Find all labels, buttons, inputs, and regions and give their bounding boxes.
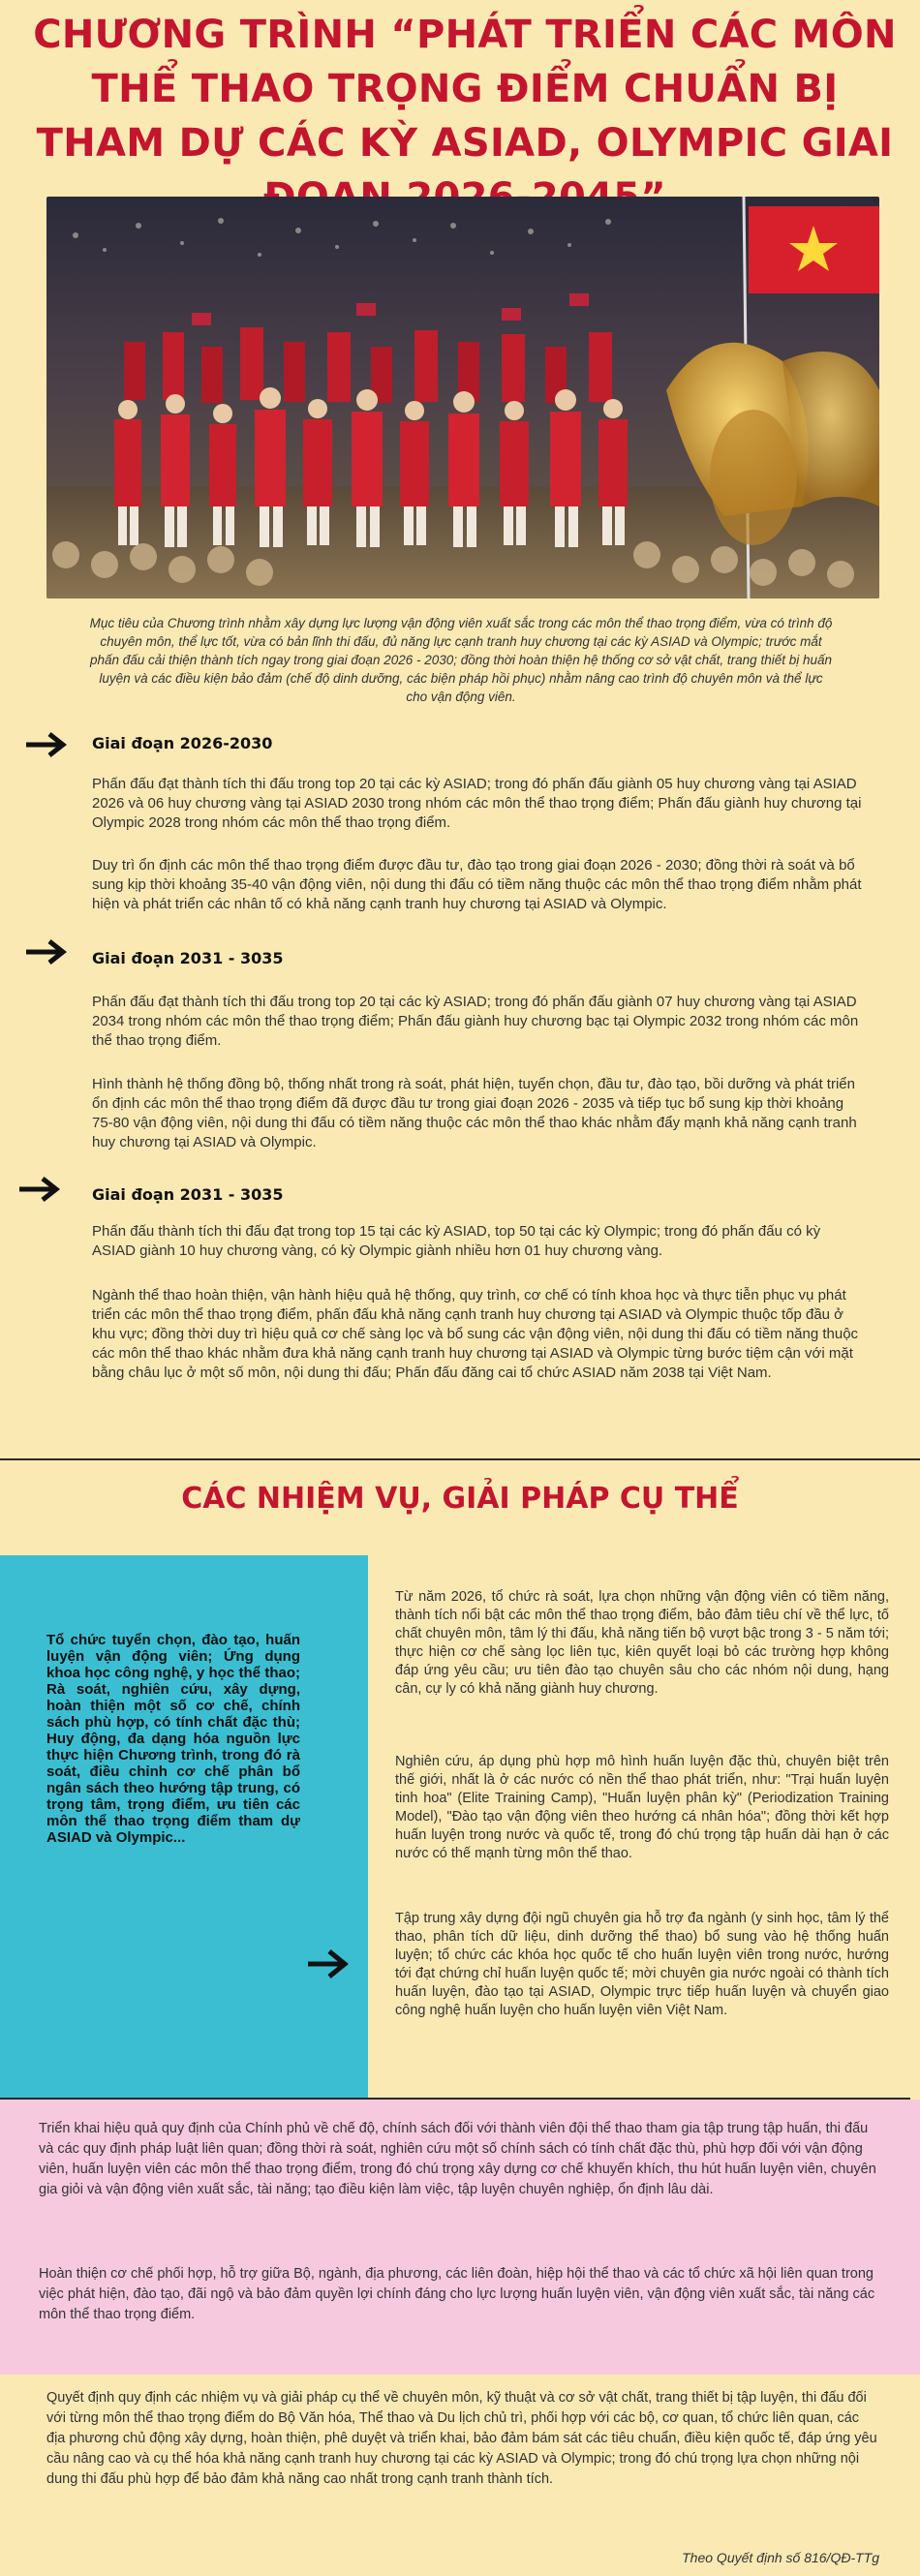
arrow-right-icon <box>17 1177 60 1202</box>
arrow-right-icon <box>306 1948 349 1979</box>
final-paragraph: Quyết định quy định các nhiệm vụ và giải pháp cụ thể về chuyên môn, kỹ thuật và cơ sở vật chất, trang thiết bị tập luyện, thi đấu đối với từng môn thể thao trọng điểm do Bộ Văn hóa, Thể thao và Du lịch chủ trì, phối hợp với các bộ, cơ quan, tổ chức liên quan, các địa phương chủ động xây dựng, hoàn thiện, phê duyệt và triển khai, bảo đảm bám sát các tiêu chuẩn, điều kiện quốc tế, đáp ứng yêu cầu nâng cao và cụ thể hóa khả năng cạnh tranh huy chương tại các kỳ ASIAD và Olympic; trong đó chú trọng lựa chọn những nội dung thi đấu phù hợp để bảo đảm khả năng cao nhất trong cạnh tranh thành tích. <box>46 2390 877 2487</box>
phase-3-paragraph-2: Ngành thể thao hoàn thiện, vận hành hiệu quả hệ thống, quy trình, cơ chế có tính khoa học và thực tiễn phục vụ phát triển các môn thể thao trọng điểm, phấn đấu khả năng cạnh tranh huy chương tại ASIAD và Olympic thuộc tốp đầu ở khu vực; đồng thời duy trì hiệu quả cơ chế sàng lọc và bổ sung các vận động viên, nội dung thi đấu có tiềm năng thuộc các môn thể thao khác nhằm đưa khả năng cạnh tranh huy chương tại ASIAD và Olympic từng bước tiệm cận với mặt bằng châu lục ở một số môn, nội dung thi đấu; Phấn đấu đăng cai tổ chức ASIAD năm 2038 tại Việt Nam. <box>92 1287 859 1381</box>
source-note: Theo Quyết định số 816/QĐ-TTg <box>682 2550 879 2565</box>
phase-3-paragraph-1: Phấn đấu thành tích thi đấu đạt trong top 15 tại các kỳ ASIAD, top 50 tại các kỳ Olympic; trong đó phấn đấu có kỳ ASIAD giành 10 huy chương vàng, có kỳ Olympic giành nhiều hơn 01 huy chương vàng. <box>92 1223 821 1259</box>
phase-2-heading: Giai đoạn 2031 - 3035 <box>92 949 284 967</box>
task-paragraph-3: Tập trung xây dựng đội ngũ chuyên gia hỗ trợ đa ngành (y sinh học, tâm lý thể thao, phân tích dữ liệu, dinh dưỡng thể thao) bổ sung vào hệ thống huấn luyện; tổ chức các khóa học quốc tế cho huấn luyện viên trong nước, hướng tới đạt chứng chỉ huấn luyện quốc tế; mời chuyên gia nước ngoài có thành tích huấn luyện, đào tạo tại ASIAD, Olympic trực tiếp huấn luyện và chuyển giao công nghệ huấn luyện cho huấn luyện viên Việt Nam. <box>395 1911 889 2018</box>
hero-caption: Mục tiêu của Chương trình nhằm xây dựng lực lượng vận động viên xuất sắc trong các môn thể thao trọng điểm, vừa có trình độ chuyên môn, thể lực tốt, vừa có bản lĩnh thi đấu, đủ năng lực cạnh tranh huy chương tại các kỳ ASIAD và Olympic; trước mắt phấn đấu cải thiện thành tích ngay trong giai đoạn 2026 - 2030; đồng thời hoàn thiện hệ thống cơ sở vật chất, trang thiết bị huấn luyện và các điều kiện bảo đảm (chế độ dinh dưỡng, các biện pháp hồi phục) nhằm nâng cao trình độ chuyên môn và thể lực cho vận động viên. <box>89 615 833 704</box>
phase-3-heading: Giai đoạn 2031 - 3035 <box>92 1185 284 1204</box>
pink-paragraph-2: Hoàn thiện cơ chế phối hợp, hỗ trợ giữa Bộ, ngành, địa phương, các liên đoàn, hiệp hội thể thao và các tổ chức xã hội liên quan trong việc phát hiện, đào tạo, đãi ngộ và bảo đảm quyền lợi chính đáng cho lực lượng huấn luyện viên, vận động viên xuất sắc, tài năng các môn thể thao trọng điểm. <box>39 2266 875 2322</box>
arrow-right-icon <box>24 732 67 757</box>
task-paragraph-1: Từ năm 2026, tổ chức rà soát, lựa chọn những vận động viên có tiềm năng, thành tích nổi bật các môn thể thao trọng điểm, bảo đảm tiêu chí về thể lực, tố chất chuyên môn, tâm lý thi đấu, khả năng tiến bộ vượt bậc trong 3 - 5 năm tới; thực hiện cơ chế sàng lọc liên tục, kiên quyết loại bỏ các trường hợp không đáp ứng yêu cầu; ưu tiên đào tạo chuyên sâu cho các nhóm nội dung, hạng cân, cự ly có khả năng giành huy chương. <box>395 1589 889 1697</box>
tasks-summary-text: Tổ chức tuyển chọn, đào tạo, huấn luyện vận động viên; Ứng dụng khoa học công nghệ, y học thể thao; Rà soát, nghiên cứu, xây dựng, hoàn thiện một số cơ chế, chính sách phù hợp, có tính chất đặc thù; Huy động, đa dạng hóa nguồn lực thực hiện Chương trình, trong đó rà soát, điều chỉnh cơ chế phân bổ ngân sách theo hướng tập trung, có trọng tâm, trọng điểm, ưu tiên các môn thể thao trọng điểm tham dự ASIAD và Olympic... <box>46 1632 300 1846</box>
phase-2-paragraph-1: Phấn đấu đạt thành tích thi đấu trong top 20 tại các kỳ ASIAD; trong đó phấn đấu giành 07 huy chương vàng tại ASIAD 2034 trong nhóm các môn thể thao trọng điểm; Phấn đấu giành huy chương bạc tại Olympic 2032 trong nhóm các môn thể thao trọng điểm. <box>92 994 859 1049</box>
pink-paragraph-1: Triển khai hiệu quả quy định của Chính phủ về chế độ, chính sách đối với thành viên đội thể thao tham gia tập trung tập huấn, thi đấu và các quy định pháp luật liên quan; đồng thời rà soát, nghiên cứu một số chính sách có tính chất đặc thù, phù hợp đối với vận động viên, huấn luyện viên các môn thể thao trọng điểm, trong đó chú trọng xây dựng cơ chế khuyến khích, thu hút huấn luyện viên, chuyên gia giỏi và vận động viên xuất sắc, tài năng; tạo điều kiện làm việc, tập luyện chuyên nghiệp, ổn định lâu dài. <box>39 2121 876 2197</box>
tasks-section-title: CÁC NHIỆM VỤ, GIẢI PHÁP CỤ THỂ <box>181 1482 739 1516</box>
task-paragraph-2: Nghiên cứu, áp dụng phù hợp mô hình huấn luyện đặc thù, chuyên biệt trên thế giới, nhất là ở các nước có nền thể thao phát triển, như: "Trại huấn luyện tinh hoa" (Elite Training Camp), "Huấn luyện phân kỳ" (Periodization Training Model), "Đào tạo vận động viên theo hướng cá nhân hóa"; đồng thời kết hợp huấn luyện trong nước và quốc tế, trong đó chú trọng tập huấn dài hạn ở các nước có thế mạnh từng môn thể thao. <box>395 1754 889 1861</box>
page-title: CHƯƠNG TRÌNH “PHÁT TRIỂN CÁC MÔN THỂ THAO TRỌNG ĐIỂM CHUẨN BỊ THAM DỰ CÁC KỲ ASIAD, OLYMPIC GIAI <box>33 13 897 166</box>
arrow-right-icon <box>24 939 67 965</box>
phase-1-paragraph-2: Duy trì ổn định các môn thể thao trọng điểm được đầu tư, đào tạo trong giai đoạn 2026 - 2030; đồng thời rà soát và bổ sung kịp thời khoảng 35-40 vận động viên, nội dung thi đấu có tiềm năng thuộc các môn thể thao trọng điểm nhằm phát hiện và phát triển các nhân tố có khả năng cạnh tranh huy chương tại ASIAD và Olympic. <box>92 857 862 912</box>
hero-photo <box>46 197 879 598</box>
phase-1-heading: Giai đoạn 2026-2030 <box>92 734 273 752</box>
phase-1-paragraph-1: Phấn đấu đạt thành tích thi đấu trong top 20 tại các kỳ ASIAD; trong đó phấn đấu giành 05 huy chương vàng tại ASIAD 2026 và 06 huy chương vàng tại ASIAD 2030 trong nhóm các môn thể thao trọng điểm; Phấn đấu giành huy chương tại Olympic 2028 trong nhóm các môn thể thao trọng điểm. <box>92 776 862 831</box>
phase-2-paragraph-2: Hình thành hệ thống đồng bộ, thống nhất trong rà soát, phát hiện, tuyển chọn, đầu tư, đào tạo, bồi dưỡng và phát triển ổn định các môn thể thao trọng điểm đã được đầu tư trong giai đoạn 2026 - 2035 và tiếp tục bổ sung kịp thời khoảng 75-80 vận động viên, nội dung thi đấu có tiềm năng thuộc các môn thể thao khác nhằm đẩy mạnh khả năng cạnh tranh huy chương tại ASIAD và Olympic. <box>92 1076 857 1150</box>
section-divider <box>0 1458 920 1460</box>
